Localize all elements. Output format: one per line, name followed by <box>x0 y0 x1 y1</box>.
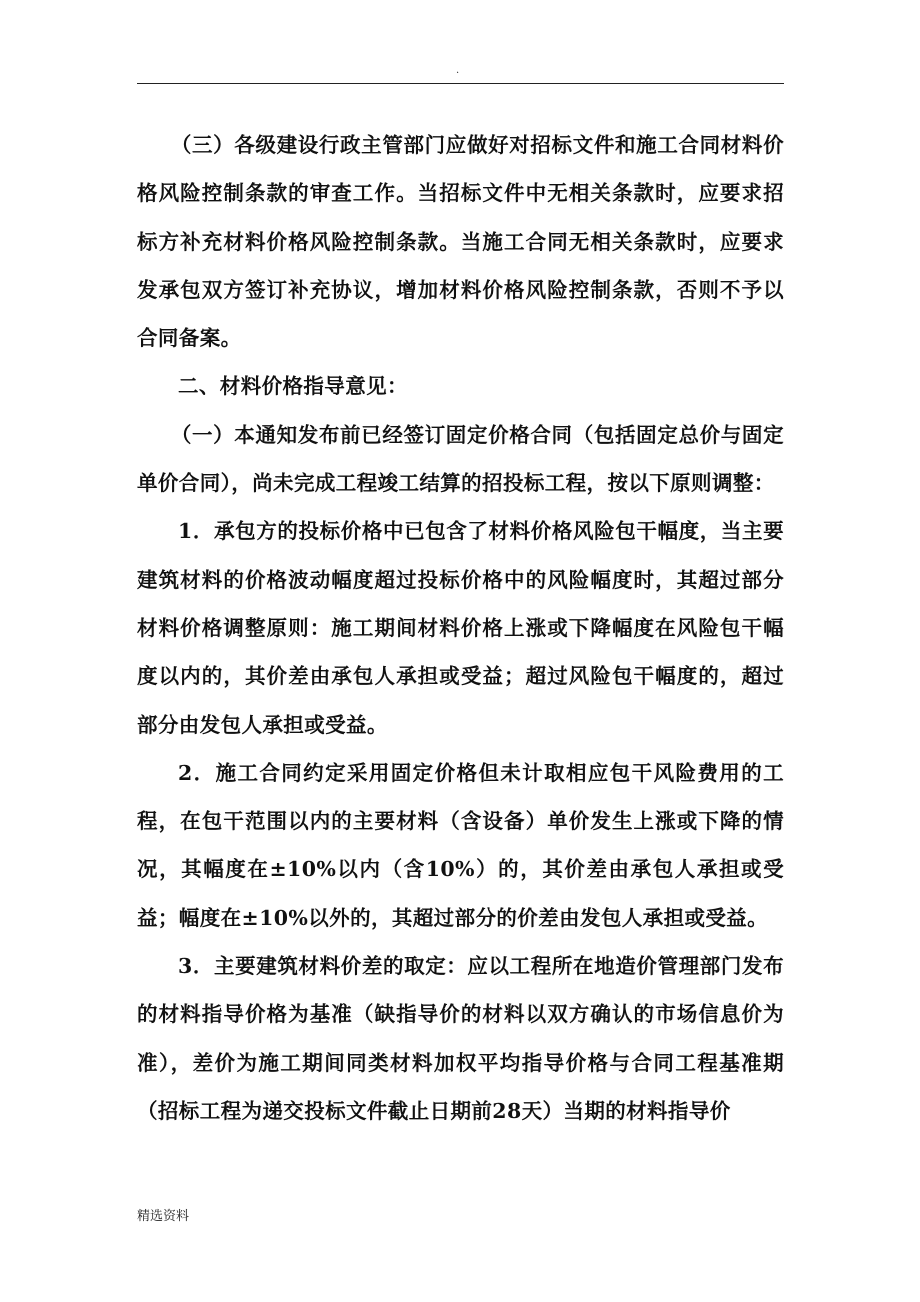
paragraph-clause-2: 2．施工合同约定采用固定价格但未计取相应包干风险费用的工程，在包干范围以内的主要材料（含设备）单价发生上涨或下降的情况，其幅度在±10%以内（含10%）的，其价差由承包人承担或受益；幅度在±10%以外的，其超过部分的价差由发包人承担或受益。 <box>137 760 784 930</box>
paragraph-section-three: （三）各级建设行政主管部门应做好对招标文件和施工合同材料价格风险控制条款的审查工作。当招标文件中无相关条款时，应要求招标方补充材料价格风险控制条款。当施工合同无相关条款时，应要求发承包双方签订补充协议，增加材料价格风险控制条款，否则不予以合同备案。 <box>137 133 784 351</box>
paragraph-item-one: （一）本通知发布前已经签订固定价格合同（包括固定总价与固定单价合同），尚未完成工程竣工结算的招投标工程，按以下原则调整： <box>137 422 784 496</box>
paragraph-clause-3: 3．主要建筑材料价差的取定：应以工程所在地造价管理部门发布的材料指导价格为基准（缺指导价的材料以双方确认的市场信息价为准），差价为施工期间同类材料加权平均指导价格与合同工程基准期（招标工程为递交投标文件截止日期前28天）当期的材料指导价 <box>137 954 784 1123</box>
header-mark: . <box>456 65 460 76</box>
heading-material-price-guidance: 二、材料价格指导意见： <box>178 374 408 399</box>
footer-label: 精选资料 <box>137 1209 190 1224</box>
header-rule <box>137 83 784 84</box>
paragraph-clause-1: 1．承包方的投标价格中已包含了材料价格风险包干幅度，当主要建筑材料的价格波动幅度超过投标价格中的风险幅度时，其超过部分材料价格调整原则：施工期间材料价格上涨或下降幅度在风险包干幅度以内的，其价差由承包人承担或受益；超过风险包干幅度的，超过部分由发包人承担或受益。 <box>137 519 784 737</box>
document-body <box>137 121 784 1135</box>
